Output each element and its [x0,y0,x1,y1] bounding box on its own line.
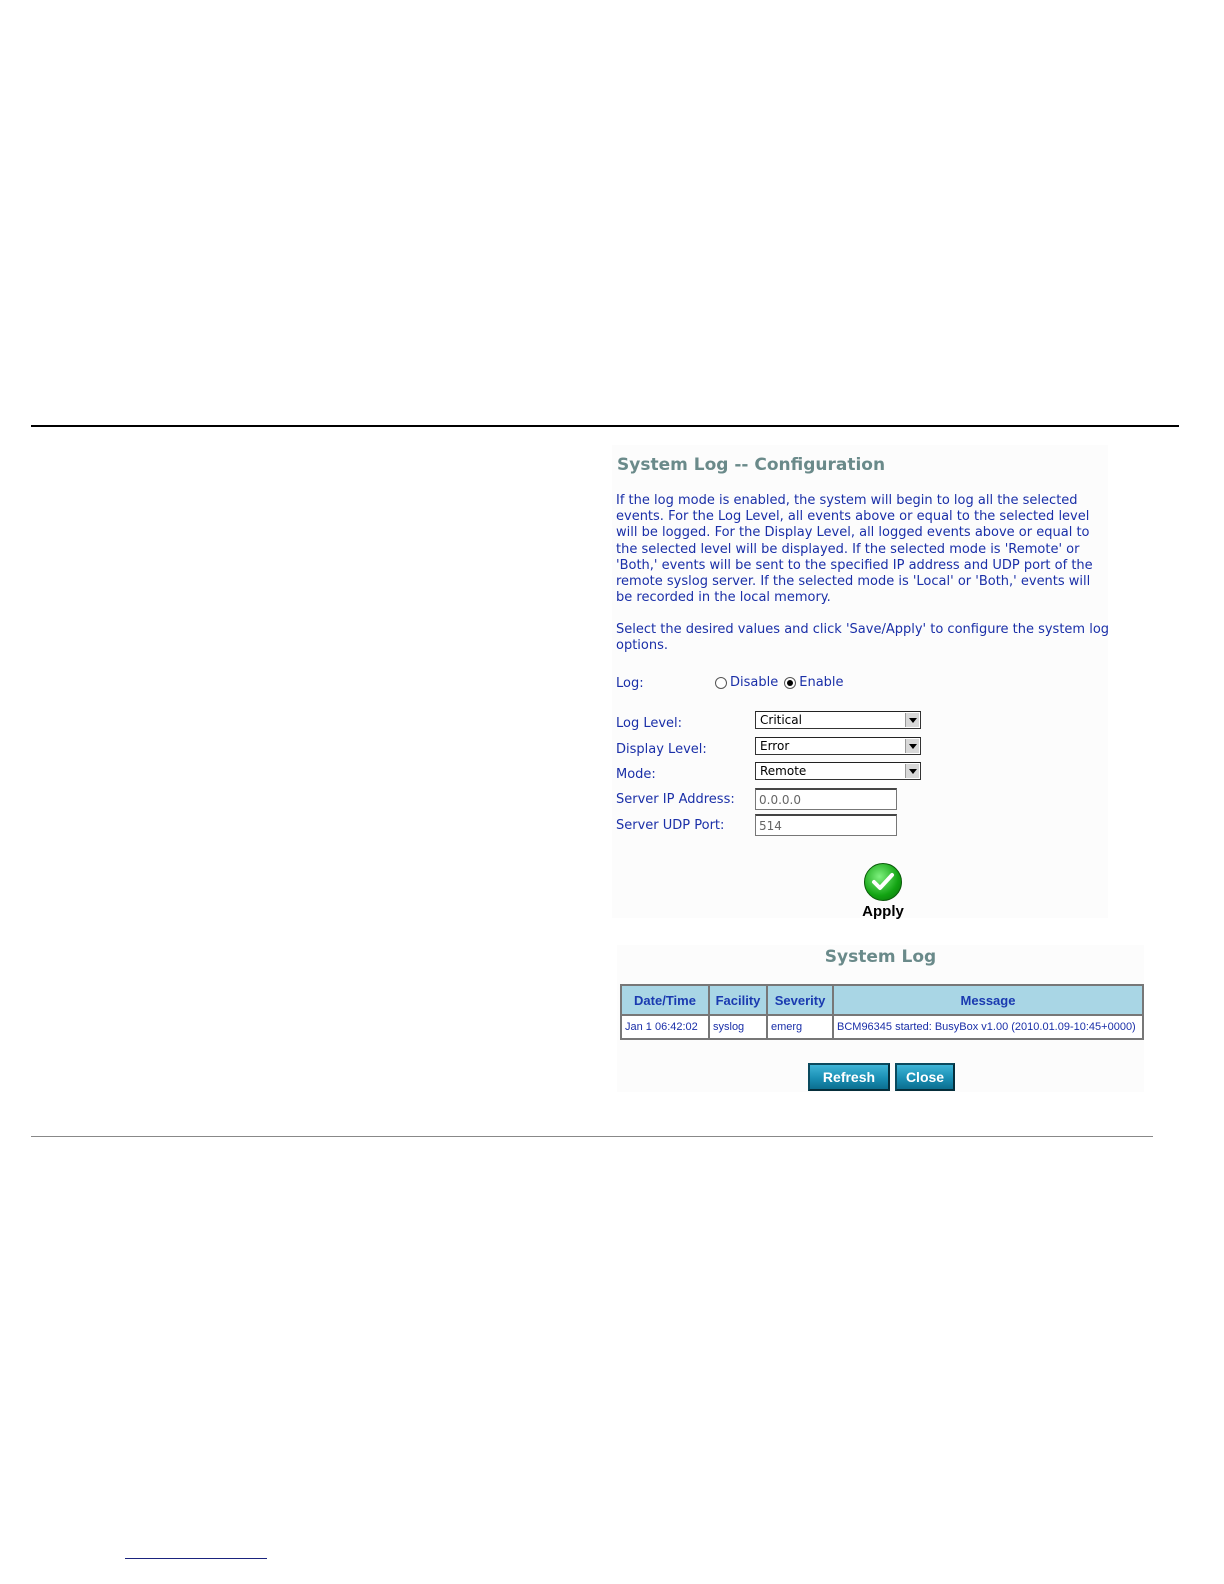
bottom-divider [31,1136,1153,1137]
mode-label: Mode: [616,767,656,782]
chevron-down-icon[interactable] [905,713,919,727]
system-log-table [620,984,1144,1040]
column-header-message: Message [833,985,1143,1015]
column-header-datetime: Date/Time [621,985,709,1015]
mode-select[interactable] [755,762,921,780]
server-ip-input[interactable] [755,788,897,810]
column-header-facility: Facility [709,985,767,1015]
top-divider [31,425,1179,427]
system-log-config-panel [612,445,1108,918]
cell-facility: syslog [709,1015,767,1039]
disable-radio[interactable] [715,677,727,689]
system-log-panel [617,945,1144,1092]
log-level-select[interactable] [755,711,921,729]
log-radio-group [715,675,850,690]
apply-label: Apply [862,903,904,920]
log-level-value: Critical [760,713,802,727]
config-instructions: Select the desired values and click 'Save/Apply' to configure the system log options. [616,622,1110,654]
chevron-down-icon[interactable] [905,739,919,753]
config-description: If the log mode is enabled, the system will begin to log all the selected events. For the Log Level, all events above or equal to the selected level will be logged. For the Display Level, all logged events above or equal to the selected level will be displayed. If the selected mode is 'Remote' or 'Both,' events will be sent to the specified IP address and UDP port of the remote syslog server. If the selected mode is 'Local' or 'Both,' events will be recorded in the local memory. [616,493,1093,606]
checkmark-icon [864,863,902,901]
display-level-value: Error [760,739,790,753]
server-port-label: Server UDP Port: [616,818,725,833]
column-header-severity: Severity [767,985,833,1015]
server-ip-label: Server IP Address: [616,792,735,807]
cell-message: BCM96345 started: BusyBox v1.00 (2010.01.09-10:45+0000) [833,1015,1143,1039]
server-port-input[interactable] [755,814,897,836]
apply-button[interactable] [858,863,908,919]
chevron-down-icon[interactable] [905,764,919,778]
mode-value: Remote [760,764,807,778]
display-level-select[interactable] [755,737,921,755]
close-button[interactable]: Close [895,1063,955,1091]
refresh-button[interactable]: Refresh [808,1063,890,1091]
display-level-label: Display Level: [616,742,707,757]
cell-severity: emerg [767,1015,833,1039]
cell-datetime: Jan 1 06:42:02 [621,1015,709,1039]
enable-radio[interactable] [784,677,796,689]
system-log-title: System Log [824,947,937,967]
log-level-label: Log Level: [616,716,683,731]
table-row [621,1015,1143,1039]
disable-radio-label[interactable]: Disable [730,675,779,690]
config-title: System Log -- Configuration [617,455,886,475]
enable-radio-label[interactable]: Enable [799,675,844,690]
table-header-row [621,985,1143,1015]
footnote-divider [125,1558,267,1559]
log-label: Log: [616,676,644,691]
